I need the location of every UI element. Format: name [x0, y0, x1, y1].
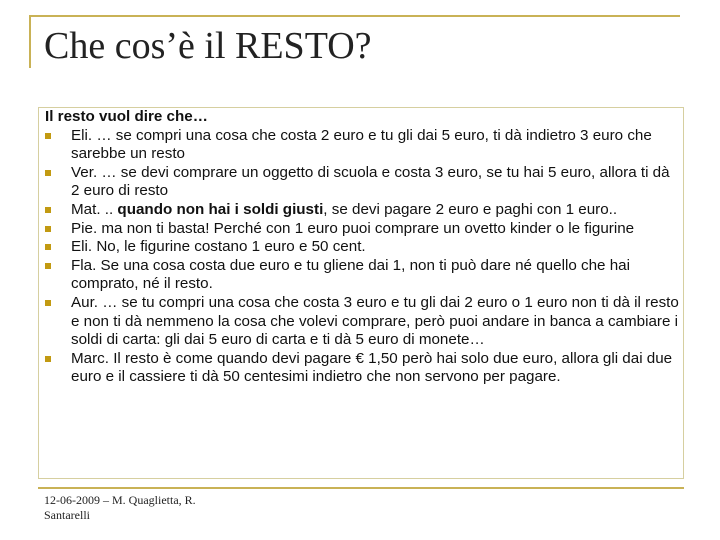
square-bullet-icon: [45, 226, 51, 232]
square-bullet-icon: [45, 300, 51, 306]
square-bullet-icon: [45, 263, 51, 269]
item-text: Fla. Se una cosa costa due euro e tu gliene dai 1, non ti può dare né quello che hai comprato, né il resto.: [71, 256, 630, 293]
square-bullet-icon: [45, 207, 51, 213]
square-bullet-icon: [45, 356, 51, 362]
list-item: [45, 201, 681, 220]
slide-content: [45, 108, 681, 387]
bullet-list: [45, 127, 681, 387]
list-item: [45, 164, 681, 201]
title-side-rule: [29, 16, 31, 68]
item-text-pre: Mat. ..: [71, 200, 118, 218]
item-text: Eli. … se compri una cosa che costa 2 euro e tu gli dai 5 euro, ti dà indietro 3 euro che sarebbe un resto: [71, 126, 652, 163]
list-item: [45, 220, 681, 239]
list-item: [45, 257, 681, 294]
intro-text: Il resto vuol dire che…: [45, 108, 208, 125]
list-item: [45, 350, 681, 387]
list-item: [45, 294, 681, 350]
item-text: Aur. … se tu compri una cosa che costa 3 euro e tu gli dai 2 euro o 1 euro non ti dà il resto e non ti dà nemmeno la cosa che volevi comprare, però puoi andare in banca a cambiare i soldi di carta: gli dai 5 euro di carta e ti dà 5 euro di monete…: [71, 293, 679, 349]
title-top-rule: [29, 15, 680, 17]
item-text: Pie. ma non ti basta! Perché con 1 euro puoi comprare un ovetto kinder o le figurine: [71, 219, 635, 237]
list-item: [45, 127, 681, 164]
square-bullet-icon: [45, 133, 51, 139]
item-text: Ver. … se devi comprare un oggetto di scuola e costa 3 euro, se tu hai 5 euro, allora ti dà 2 euro di resto: [71, 163, 670, 200]
square-bullet-icon: [45, 170, 51, 176]
item-text: Eli. No, le figurine costano 1 euro e 50 cent.: [71, 238, 366, 256]
item-text-bold: quando non hai i soldi giusti: [117, 200, 324, 218]
square-bullet-icon: [45, 244, 51, 250]
slide-title: Che cos’è il RESTO?: [44, 25, 372, 67]
footer-rule: [38, 487, 684, 489]
footer-text: 12-06-2009 – M. Quaglietta, R. Santarelli: [44, 493, 196, 522]
item-text: Marc. Il resto è come quando devi pagare € 1,50 però hai solo due euro, allora gli dai due euro e il cassiere ti dà 50 centesimi indietro che non servono per pagare.: [71, 349, 673, 386]
item-text-post: , se devi pagare 2 euro e paghi con 1 euro..: [323, 200, 618, 218]
list-item: [45, 238, 681, 257]
